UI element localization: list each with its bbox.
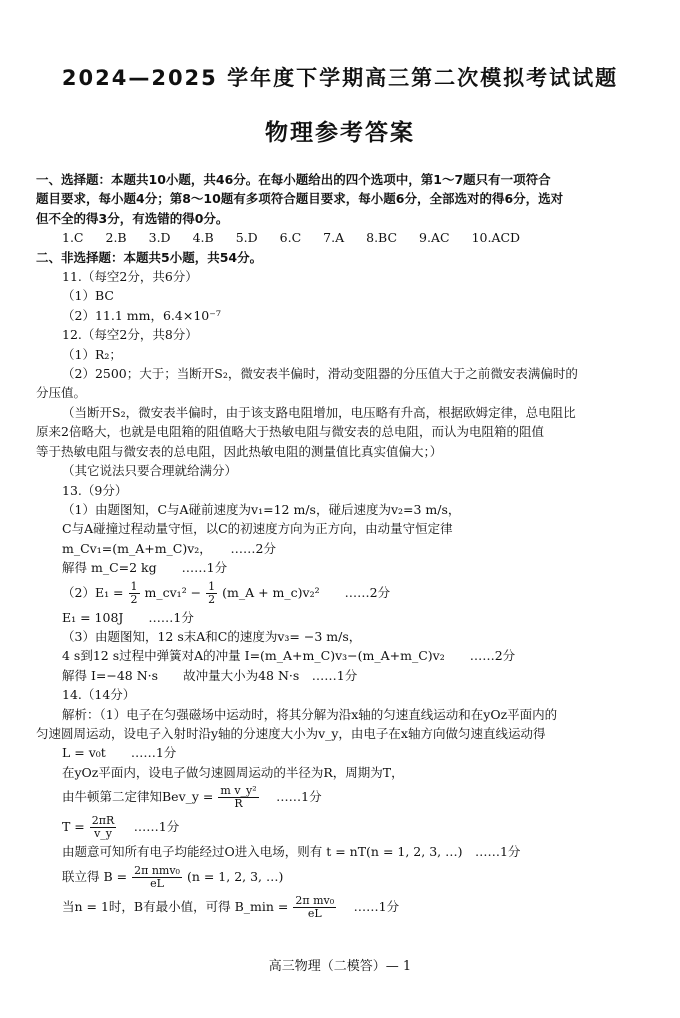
answer-line: 原来2倍略大，也就是电阻箱的阻值略大于热敏电阻与微安表的总电阻，而认为电阻箱的阻值 <box>36 424 544 440</box>
answer-line: C与A碰撞过程动量守恒，以C的初速度方向为正方向，由动量守恒定律 <box>62 521 453 537</box>
answer-item: 4.B <box>192 230 214 246</box>
answer-item: 8.BC <box>366 230 398 246</box>
answer-line: （当断开S₂，微安表半偏时，由于该支路电阻增加，电压略有升高，根据欧姆定律，总电阻比 <box>62 404 576 420</box>
answer-line: E₁ = 108J ……1分 <box>62 609 194 625</box>
answer-line: （其它说法只要合理就给满分） <box>62 463 238 479</box>
answer-line: （1）R₂； <box>62 346 122 362</box>
half-fraction: $\frac{1}{2}$ <box>130 579 138 606</box>
answer-line: 由题意可知所有电子均能经过O进入电场，则有 t = nT(n = 1, 2, 3, …) ……1分 <box>62 844 521 860</box>
section-1-header-line-2: 题目要求，每小题4分；第8～10题有多项符合题目要求，每小题6分，全部选对的得6分，选对 <box>36 191 564 207</box>
answer-line: L = v₀t ……1分 <box>62 745 177 761</box>
answer-line: （1）BC <box>62 288 114 304</box>
answer-line: （3）由题图知，12 s末A和C的速度为v₃= −3 m/s， <box>62 628 362 644</box>
answer-line: （2）11.1 mm，6.4×10⁻⁷ <box>62 307 221 323</box>
newton-law-formula: 由牛顿第二定律知Bev_y = $\frac{\text{m v\_y²}}{R}$ ……1分 <box>62 784 322 811</box>
section-1-header-line-3: 但不全的得3分，有选错的得0分。 <box>36 210 229 226</box>
answer-line: （2）2500；大于；当断开S₂，微安表半偏时，滑动变阻器的分压值大于之前微安表满偏时的 <box>62 366 578 382</box>
answer-item: 1.C <box>62 230 84 246</box>
period-formula: T = $\frac{2\pi R}{v\_y}$ ……1分 <box>62 814 180 841</box>
answer-line: 解得 m_C=2 kg ……1分 <box>62 560 228 576</box>
answer-line: 等于热敏电阻与微安表的总电阻，因此热敏电阻的测量值比真实值偏大；） <box>36 443 443 459</box>
answer-line: 13.（9分） <box>62 482 128 498</box>
section-1-header-line-1: 一、选择题：本题共10小题，共46分。在每小题给出的四个选项中，第1～7题只有一项符合 <box>36 172 551 187</box>
answer-line: 解得 I=−48 N·s 故冲量大小为48 N·s ……1分 <box>62 667 358 683</box>
answer-item: 10.ACD <box>471 230 521 246</box>
answer-line: 4 s到12 s过程中弹簧对A的冲量 I=(m_A+m_C)v₃−(m_A+m_C)v₂ ……2分 <box>62 648 516 664</box>
answer-line: 12.（每空2分，共8分） <box>62 327 198 343</box>
answer-item: 2.B <box>105 230 127 246</box>
answer-item: 5.D <box>235 230 258 246</box>
section-2-header: 二、非选择题：本题共5小题，共54分。 <box>36 249 263 265</box>
document-subtitle: 物理参考答案 <box>265 120 415 146</box>
answer-line: 分压值。 <box>36 385 87 401</box>
answer-body <box>36 170 650 922</box>
answer-line: 14.（14分） <box>62 687 136 703</box>
answer-line: （1）由题图知，C与A碰前速度为v₁=12 m/s，碰后速度为v₂=3 m/s， <box>62 501 461 517</box>
q13-energy-formula: （2）E₁ = $\frac{1}{2}$ m_cv₁² − $\frac{1}{2}$ (m_A + m_c)v₂² ……2分 <box>62 579 391 606</box>
answer-item: 3.D <box>148 230 171 246</box>
answer-line: 在yOz平面内，设电子做匀速圆周运动的半径为R，周期为T， <box>62 764 404 780</box>
page-footer: 高三物理（二模答）— 1 <box>268 959 412 974</box>
min-b-formula: 当n = 1时，B有最小值，可得 B_min = $\frac{\text{2π mv₀}}{eL}$ ……1分 <box>62 893 400 920</box>
exam-title: 2024—2025 学年度下学期高三第二次模拟考试试题 <box>61 66 619 90</box>
answer-line: 11.（每空2分，共6分） <box>62 269 198 285</box>
answer-line: 匀速圆周运动，设电子入射时沿y轴的分速度大小为v_y，由电子在x轴方向做匀速直线运动得 <box>36 725 546 741</box>
answer-line: m_Cv₁=(m_A+m_C)v₂， ……2分 <box>62 540 277 556</box>
answer-item: 6.C <box>279 230 302 246</box>
answer-line: 解析：（1）电子在匀强磁场中运动时，将其分解为沿x轴的匀速直线运动和在yOz平面内的 <box>62 706 558 722</box>
answer-item: 9.AC <box>419 230 450 246</box>
choice-answers <box>36 228 650 247</box>
answer-item: 7.A <box>323 230 345 246</box>
half-fraction: $\frac{1}{2}$ <box>208 579 216 606</box>
joint-formula: 联立得 B = $\frac{\text{2π nmv₀}}{eL}$ (n = 1, 2, 3, …) <box>62 863 284 890</box>
